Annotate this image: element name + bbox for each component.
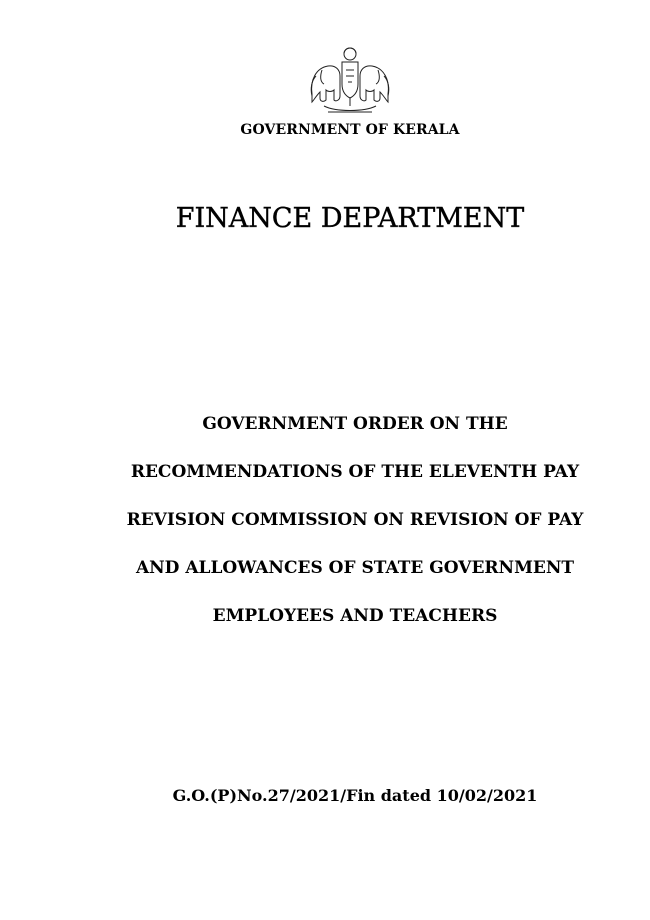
order-title-line: AND ALLOWANCES OF STATE GOVERNMENT — [135, 558, 575, 578]
order-title — [0, 409, 650, 649]
department-name: FINANCE DEPARTMENT — [175, 203, 525, 234]
order-title-line: REVISION COMMISSION ON REVISION OF PAY — [126, 510, 584, 530]
order-title-line: GOVERNMENT ORDER ON THE — [202, 414, 508, 434]
government-name: GOVERNMENT OF KERALA — [240, 122, 460, 138]
kerala-state-emblem-icon — [306, 40, 394, 120]
order-title-line: EMPLOYEES AND TEACHERS — [212, 606, 498, 626]
order-reference: G.O.(P)No.27/2021/Fin dated 10/02/2021 — [172, 786, 538, 805]
order-title-line: RECOMMENDATIONS OF THE ELEVENTH PAY — [130, 462, 580, 482]
